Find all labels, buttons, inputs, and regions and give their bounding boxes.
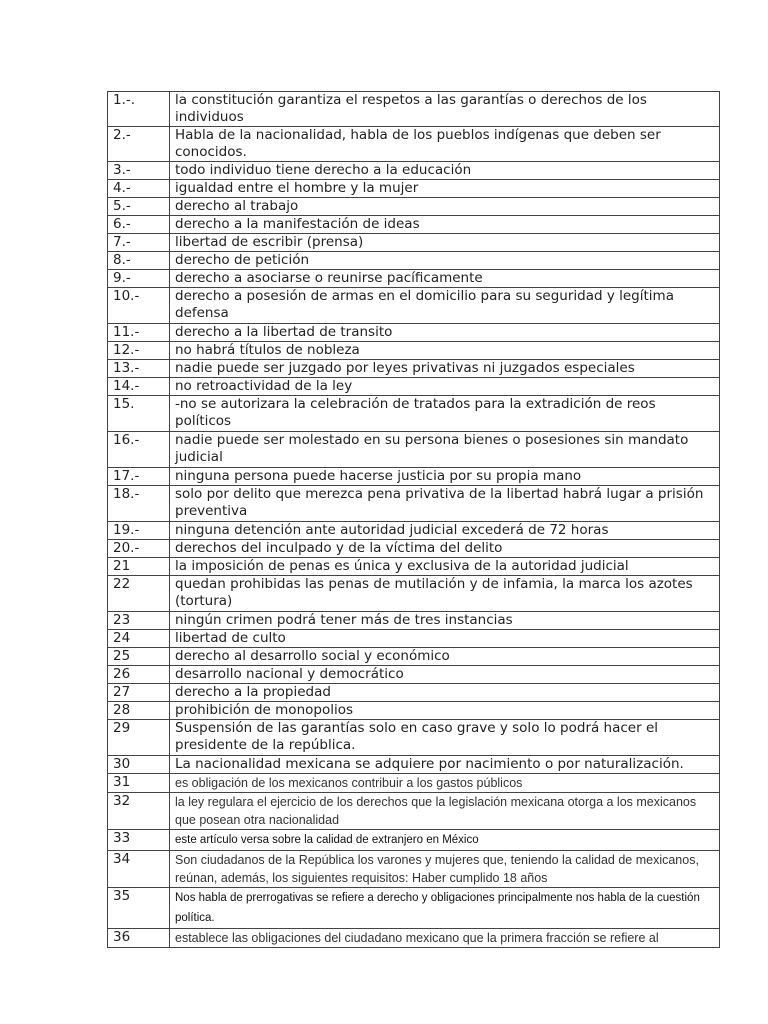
article-description: solo por delito que merezca pena privativa de la libertad habrá lugar a prisión preventiva [170, 486, 720, 522]
article-number: 22 [108, 576, 170, 612]
table-row [108, 468, 720, 486]
article-description: nadie puede ser molestado en su persona bienes o posesiones sin mandato judicial [170, 432, 720, 468]
table-row [108, 486, 720, 522]
article-number: 14.- [108, 378, 170, 396]
article-number: 19.- [108, 522, 170, 540]
table-row [108, 888, 720, 929]
article-description: derechos del inculpado y de la víctima del delito [170, 540, 720, 558]
table-row [108, 324, 720, 342]
table-row [108, 702, 720, 720]
article-description: derecho a la libertad de transito [170, 324, 720, 342]
article-number: 3.- [108, 162, 170, 180]
article-number: 25 [108, 648, 170, 666]
article-number: 2.- [108, 127, 170, 162]
article-description: derecho al trabajo [170, 198, 720, 216]
article-number: 20.- [108, 540, 170, 558]
table-row [108, 216, 720, 234]
article-description: es obligación de los mexicanos contribuir a los gastos públicos [170, 774, 720, 793]
article-description: igualdad entre el hombre y la mujer [170, 180, 720, 198]
article-number: 10.- [108, 288, 170, 324]
table-row [108, 92, 720, 127]
article-description: no habrá títulos de nobleza [170, 342, 720, 360]
article-number: 27 [108, 684, 170, 702]
article-description: Habla de la nacionalidad, habla de los pueblos indígenas que deben ser conocidos. [170, 127, 720, 162]
article-description: ningún crimen podrá tener más de tres instancias [170, 612, 720, 630]
article-description: no retroactividad de la ley [170, 378, 720, 396]
article-description: Son ciudadanos de la República los varones y mujeres que, teniendo la calidad de mexicanos, reúnan, además, los siguientes requisitos: Haber cumplido 18 años [170, 851, 720, 888]
article-number: 29 [108, 720, 170, 756]
table-row [108, 540, 720, 558]
article-description: todo individuo tiene derecho a la educación [170, 162, 720, 180]
article-number: 28 [108, 702, 170, 720]
table-row [108, 522, 720, 540]
article-description: quedan prohibidas las penas de mutilación y de infamia, la marca los azotes (tortura) [170, 576, 720, 612]
article-number: 36 [108, 929, 170, 948]
table-row [108, 612, 720, 630]
article-description: derecho a asociarse o reunirse pacíficamente [170, 270, 720, 288]
article-description: La nacionalidad mexicana se adquiere por nacimiento o por naturalización. [170, 756, 720, 774]
article-number: 26 [108, 666, 170, 684]
table-row [108, 180, 720, 198]
table-row [108, 756, 720, 774]
table-row [108, 558, 720, 576]
article-number: 5.- [108, 198, 170, 216]
table-row [108, 666, 720, 684]
article-description: nadie puede ser juzgado por leyes privativas ni juzgados especiales [170, 360, 720, 378]
article-number: 16.- [108, 432, 170, 468]
article-number: 33 [108, 830, 170, 851]
article-number: 15. [108, 396, 170, 432]
article-description: la ley regulara el ejercicio de los derechos que la legislación mexicana otorga a los mexicanos que posean otra nacionalidad [170, 793, 720, 830]
table-row [108, 793, 720, 830]
article-number: 21 [108, 558, 170, 576]
table-row [108, 360, 720, 378]
constitution-articles-table [107, 91, 720, 948]
article-description: derecho a la manifestación de ideas [170, 216, 720, 234]
table-row [108, 378, 720, 396]
article-number: 35 [108, 888, 170, 929]
article-description: derecho a posesión de armas en el domicilio para su seguridad y legítima defensa [170, 288, 720, 324]
article-description: Suspensión de las garantías solo en caso grave y solo lo podrá hacer el presidente de la república. [170, 720, 720, 756]
table-row [108, 648, 720, 666]
article-description: ninguna detención ante autoridad judicial excederá de 72 horas [170, 522, 720, 540]
table-row [108, 396, 720, 432]
article-number: 9.- [108, 270, 170, 288]
table-row [108, 127, 720, 162]
article-number: 18.- [108, 486, 170, 522]
article-number: 1.-. [108, 92, 170, 127]
article-number: 12.- [108, 342, 170, 360]
article-description: -no se autorizara la celebración de tratados para la extradición de reos políticos [170, 396, 720, 432]
article-number: 34 [108, 851, 170, 888]
article-description: la constitución garantiza el respetos a las garantías o derechos de los individuos [170, 92, 720, 127]
article-description: este artículo versa sobre la calidad de extranjero en México [170, 830, 720, 851]
article-number: 6.- [108, 216, 170, 234]
article-description: libertad de escribir (prensa) [170, 234, 720, 252]
article-number: 13.- [108, 360, 170, 378]
table-row [108, 270, 720, 288]
table-row [108, 630, 720, 648]
article-description: establece las obligaciones del ciudadano mexicano que la primera fracción se refiere al [170, 929, 720, 948]
article-number: 17.- [108, 468, 170, 486]
article-number: 23 [108, 612, 170, 630]
table-row [108, 851, 720, 888]
table-row [108, 162, 720, 180]
table-row [108, 576, 720, 612]
article-number: 11.- [108, 324, 170, 342]
article-number: 31 [108, 774, 170, 793]
article-description: la imposición de penas es única y exclusiva de la autoridad judicial [170, 558, 720, 576]
article-number: 8.- [108, 252, 170, 270]
table-row [108, 774, 720, 793]
table-row [108, 342, 720, 360]
article-description: derecho a la propiedad [170, 684, 720, 702]
table-row [108, 234, 720, 252]
table-row [108, 684, 720, 702]
table-row [108, 198, 720, 216]
article-description: ninguna persona puede hacerse justicia por su propia mano [170, 468, 720, 486]
table-row [108, 720, 720, 756]
table-row [108, 288, 720, 324]
article-number: 30 [108, 756, 170, 774]
table-row [108, 830, 720, 851]
article-number: 4.- [108, 180, 170, 198]
table-row [108, 432, 720, 468]
article-description: desarrollo nacional y democrático [170, 666, 720, 684]
article-description: prohibición de monopolios [170, 702, 720, 720]
article-number: 24 [108, 630, 170, 648]
article-description: libertad de culto [170, 630, 720, 648]
table-row [108, 929, 720, 948]
table-row [108, 252, 720, 270]
article-description: derecho de petición [170, 252, 720, 270]
article-number: 32 [108, 793, 170, 830]
article-number: 7.- [108, 234, 170, 252]
article-description: derecho al desarrollo social y económico [170, 648, 720, 666]
article-description: Nos habla de prerrogativas se refiere a derecho y obligaciones principalmente nos habla de la cuestión política. [170, 888, 720, 929]
